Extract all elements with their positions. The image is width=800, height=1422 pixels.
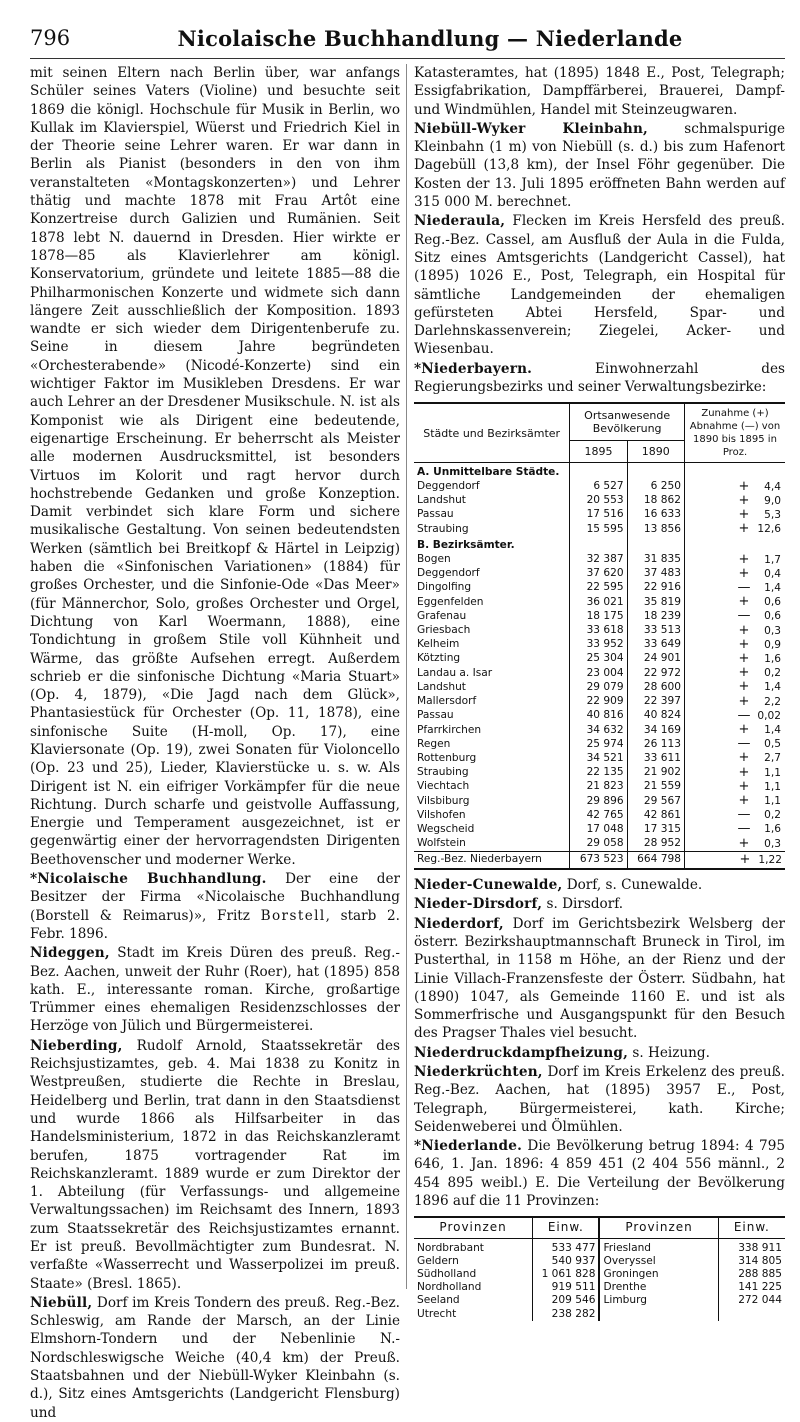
change-value: 1,4 [764,724,781,736]
province-inhabitants: 272 044 [718,1294,785,1307]
column-divider [406,64,407,1289]
population-1895: 29 896 [570,794,627,808]
province-name: Geldern [417,1254,459,1267]
population-1890: 33 513 [627,624,684,638]
population-1895: 37 620 [570,567,627,581]
population-1895: 18 175 [570,609,627,623]
population-1895: 17 516 [570,508,627,522]
district-name: Kötzting [417,652,461,665]
district-name: Vilshofen [417,808,466,821]
change-percent [684,695,785,709]
change-value: 12,6 [757,523,781,536]
change-value: 1,4 [764,681,781,694]
change-sign: + [738,594,750,610]
change-value: 0,3 [764,837,781,850]
col-header-population: Ortsanwesende Bevölkerung [570,403,685,440]
province-name: Nordholland [417,1281,482,1294]
niederlande-provinces-table [414,1216,785,1320]
table-row [414,1255,785,1268]
change-value: 1,6 [764,652,781,665]
province-inhabitants: 1 061 828 [533,1268,600,1281]
right-column [414,64,785,1320]
entry-niebuell-wyker-kleinbahn: Niebüll-Wyker Kleinbahn, schmalspurige Kleinbahn (1 m) von Niebüll (s. d.) bis zum Hafenort Dagebüll (13,8 km), der Insel Föhr gegenüber. Die Kosten der 13. Juli 1895 eröffneten Bahn werden auf 315 000 M. berechnet. [414,120,785,211]
change-sign: — [737,608,751,624]
change-sign: + [738,750,750,766]
change-sign: + [738,478,750,494]
change-percent [684,624,785,638]
population-1890: 16 633 [627,508,684,522]
province-name [599,1308,718,1321]
population-1890: 26 113 [627,737,684,751]
change-percent [684,680,785,694]
table-row [414,751,785,765]
change-value: 0,02 [757,709,781,722]
population-1890: 18 862 [627,494,684,508]
province-name: Nordbrabant [417,1241,484,1254]
province-inhabitants: 209 546 [533,1294,600,1307]
table-row [414,695,785,709]
table-row [414,737,785,751]
change-sign: + [738,551,750,567]
running-header [30,20,785,59]
change-value: 1,7 [764,553,781,566]
district-name: Bogen [417,553,451,566]
table-row [414,609,785,623]
change-percent [684,723,785,737]
population-1890: 34 169 [627,723,684,737]
province-inhabitants: 288 885 [718,1268,785,1281]
entry-niebuell: Niebüll, Dorf im Kreis Tondern des preuß. Reg.-Bez. Schleswig, am Rande der Marsch, an der Linie Elmshorn-Tondern und der Nebenlinie N.-Nordschleswigsche Weiche (40,4 km) der Preuß. Staatsbahnen und der Niebüll-Wyker Kleinbahn (s. d.), Sitz eines Amtsgerichts (Landgericht Flensburg) und [30,1294,400,1421]
province-name: Drenthe [599,1281,718,1294]
change-value: 1,1 [764,766,781,779]
change-value: 1,4 [764,581,781,594]
district-name: Wolfstein [417,837,466,850]
district-name: Passau [417,709,454,722]
headword: Niebüll-Wyker Kleinbahn, [414,120,648,137]
change-value: 0,5 [764,738,781,751]
headword: Nieberding, [30,1037,123,1054]
col-header-change: Zunahme (+) Abnahme (—) von 1890 bis 1895 in Proz. [684,403,785,463]
population-1890: 21 902 [627,766,684,780]
province-inhabitants: 540 937 [533,1255,600,1268]
change-sign: + [738,764,750,780]
population-1895: 23 004 [570,666,627,680]
population-1890: 28 600 [627,680,684,694]
population-1895: 6 527 [570,480,627,494]
district-name: Landshut [417,680,466,693]
table-row [414,766,785,780]
district-name: Regen [417,737,451,750]
population-1890: 664 798 [627,851,684,869]
population-1890: 29 567 [627,794,684,808]
headword: Nieder-Dirsdorf, [414,896,543,913]
change-value: 5,3 [764,508,781,521]
entry-nieder-dirsdorf: Nieder-Dirsdorf, s. Dirsdorf. [414,896,624,913]
change-sign: — [737,807,751,823]
entry-niederkruechten: Niederkrüchten, Dorf im Kreis Erkelenz des preuß. Reg.-Bez. Aachen, hat (1895) 3957 E., Post, Telegraph, Bürgermeisterei, kath. Kirche; Seidenweberei und Ölmühlen. [414,1064,785,1135]
headword: *Niederbayern. [414,360,533,377]
population-1895: 33 952 [570,638,627,652]
change-value: 0,6 [764,610,781,623]
table-row [414,822,785,836]
change-percent [684,652,785,666]
group-row [414,536,785,552]
change-sign: + [738,693,750,709]
province-name: Overyssel [599,1255,718,1268]
headword: Niederdruckdampfheizung, [414,1044,629,1061]
change-sign: + [738,521,750,537]
left-column [30,64,401,1421]
headword: Nieder-Cunewalde, [414,877,563,894]
change-sign: — [737,821,751,837]
change-percent [684,638,785,652]
change-percent [684,737,785,751]
population-1895: 25 974 [570,737,627,751]
table-row [414,1268,785,1281]
district-name: Vilsbiburg [417,794,470,807]
headword: Niederdorf, [414,915,504,932]
district-name: Grafenau [417,609,467,622]
population-1890: 17 315 [627,822,684,836]
change-value: 0,2 [764,667,781,680]
population-1895: 32 387 [570,553,627,567]
province-inhabitants: 338 911 [718,1238,785,1255]
district-name: Dingolfing [417,581,472,594]
entry-niederaula: Niederaula, Flecken im Kreis Hersfeld des preuß. Reg.-Bez. Cassel, am Ausfluß der Aula in die Fulda, Sitz eines Amtsgerichts (Landgericht Cassel), hat (1895) 1026 E., Post, Telegraph, ein Hospital für sämtliche Landgemeinden der ehemaligen gefürsteten Abtei Hersfeld, Spar- und Darlehnskassenverein; Ziegelei, Acker- und Wiesenbau. [414,213,785,358]
table-row [414,808,785,822]
table-row [414,666,785,680]
population-1890: 22 916 [627,581,684,595]
table-row [414,709,785,723]
change-percent [684,780,785,794]
change-percent [684,595,785,609]
population-1890: 33 649 [627,638,684,652]
table-body [414,1238,785,1321]
col-header-name: Städte und Bezirksämter [414,403,570,463]
population-1890: 33 611 [627,751,684,765]
table-row [414,780,785,794]
table-row [414,522,785,536]
change-value: 0,4 [764,567,781,580]
change-sign: + [738,565,750,581]
change-value: 9,0 [764,494,781,507]
change-sign: + [738,679,750,695]
province-name: Friesland [599,1238,718,1255]
province-name: Utrecht [417,1307,457,1320]
province-name: Groningen [599,1268,718,1281]
population-1895: 42 765 [570,808,627,822]
change-value: 0,3 [764,624,781,637]
population-1895: 25 304 [570,652,627,666]
change-percent [684,751,785,765]
population-1895: 20 553 [570,494,627,508]
district-name: Eggenfelden [417,595,484,608]
col-header-1890: 1890 [627,441,684,463]
change-sign: + [738,492,750,508]
change-sign: + [738,722,750,737]
table-row [414,581,785,595]
population-1895: 673 523 [570,851,627,869]
headword: Niederkrüchten, [414,1064,543,1080]
table-row [414,1294,785,1307]
change-sign: + [738,650,750,666]
table-row [414,595,785,609]
change-percent [684,709,785,723]
table-row [414,1308,785,1321]
population-1895: 22 909 [570,695,627,709]
table-row [414,680,785,694]
change-value: 1,1 [764,795,781,808]
change-sign: + [739,851,751,867]
table-row [414,508,785,522]
population-1890: 22 397 [627,695,684,709]
province-inhabitants: 919 511 [533,1281,600,1294]
change-percent [684,808,785,822]
district-name: Straubing [417,522,469,535]
district-name: Deggendorf [417,567,480,580]
population-1895: 36 021 [570,595,627,609]
population-1895: 22 135 [570,766,627,780]
cell-empty [570,536,627,552]
change-percent [684,837,785,852]
table-row [414,567,785,581]
change-sign: + [738,778,750,794]
cell-empty [684,536,785,552]
cell-empty [684,463,785,480]
table-row [414,624,785,638]
table-row [414,494,785,508]
change-percent [684,567,785,581]
change-percent [684,508,785,522]
population-1890: 6 250 [627,480,684,494]
table-row [414,553,785,567]
change-percent [684,851,785,869]
district-name: Griesbach [417,624,471,637]
district-name: Rottenburg [417,751,477,764]
change-value: 1,6 [764,823,781,836]
change-percent [684,480,785,494]
change-sign: + [738,636,750,652]
table-row [414,652,785,666]
change-sign: + [738,835,750,851]
change-percent [684,822,785,836]
table-row [414,837,785,852]
population-1890: 21 559 [627,780,684,794]
change-sign: + [738,793,750,809]
population-1895: 34 632 [570,723,627,737]
population-1890: 18 239 [627,609,684,623]
group-label: A. Unmittelbare Städte. [417,466,560,479]
change-value: 0,2 [764,809,781,822]
population-1895: 34 521 [570,751,627,765]
district-name: Deggendorf [417,480,480,493]
entry-niederdorf: Niederdorf, Dorf im Gerichtsbezirk Welsberg der österr. Bezirkshauptmannschaft Bruneck in Tirol, im Pusterthal, in 1158 m Höhe, an der Rienz und der Linie Villach-Franzensfeste der Österr. Südbahn, hat (1890) 1047, als Gemeinde 1160 E. und ist als Sommerfrische und Ausgangspunkt für den Besuch des Pragser Thales viel besucht. [414,915,785,1042]
population-1890: 13 856 [627,522,684,536]
district-name: Reg.-Bez. Niederbayern [414,851,570,869]
population-1895: 29 058 [570,837,627,852]
entry-niederdruckdampfheizung: Niederdruckdampfheizung, s. Heizung. [414,1044,710,1061]
population-1890: 42 861 [627,808,684,822]
change-sign: + [738,622,750,638]
entry-niederlande: *Niederlande. Die Bevölkerung betrug 1894: 4 795 646, 1. Jan. 1896: 4 859 451 (2 404 556 männl., 2 454 895 weibl.) E. Die Verteilung der Bevölkerung 1896 auf die 11 Provinzen: [414,1138,785,1210]
change-percent [684,522,785,536]
entry-nideggen: Nideggen, Stadt im Kreis Düren des preuß. Reg.-Bez. Aachen, unweit der Ruhr (Roer), hat (1895) 858 kath. E., interessante roman. Kirche, großartige Trümmer eines ehemaligen Residenzschlosses der Herzöge von Jülich und Bürgermeisterei. [30,945,400,1035]
province-inhabitants: 238 282 [533,1308,600,1321]
province-name: Seeland [417,1294,460,1307]
district-name: Wegscheid [417,822,475,835]
change-sign: — [737,579,751,595]
population-1890: 37 483 [627,567,684,581]
population-1890: 24 901 [627,652,684,666]
change-value: 1,1 [764,780,781,793]
headword: Niederaula, [414,213,506,230]
cell-empty [570,463,627,480]
population-1895: 22 595 [570,581,627,595]
table-row [414,638,785,652]
district-name: Pfarrkirchen [417,723,482,736]
col-header-inhabitants-2: Einw. [718,1217,785,1238]
cell-empty [627,536,684,552]
table-row [414,794,785,808]
table-row [414,480,785,494]
person-name: Borstell [260,907,326,924]
population-1895: 29 079 [570,680,627,694]
change-percent [684,766,785,780]
nicode-continuation: mit seinen Eltern nach Berlin über, war anfangs Schüler seines Vaters (Violine) und besuchte seit 1869 die königl. Hochschule für Musik in Berlin, wo Kullak im Klavierspiel, Wüerst und Friedrich Kiel in der Theorie seine Lehrer waren. Er war dann in Berlin als Pianist (besonders in den von ihm veranstalteten «Montagskonzerten») und Lehrer thätig und machte 1878 mit Frau Artôt eine Konzertreise durch Galizien und Rumänien. Seit 1878 lebt N. dauernd in Dresden. Hier wirkte er 1878—85 als Klavierlehrer am königl. Konservatorium, gründete und leitete 1885—88 die Philharmonischen Konzerte und widmete sich dann längere Zeit ausschließlich der Komposition. 1893 wandte er sich wieder dem Dirigentenberufe zu. Seine in diesem Jahre begründeten «Orchesterabende» (Nicodé-Konzerte) sind ein wichtiger Faktor im Musikleben Dresdens. Er war auch Lehrer an der Dresdener Musikschule. N. ist als Komponist wie als Dirigent eine bedeutende, eigenartige Erscheinung. Er beherrscht als Meister alle modernen Ausdrucksmittel, ist besonders Virtuos im Kolorit und ragt hervor durch hochstrebende Gedanken und große Konzeption. Damit verbindet sich klare Form und sichere musikalische Gestaltung. Von seinen bedeutendsten Werken (sämtlich bei Breitkopf & Härtel in Leipzig) haben die «Sinfonischen Variationen» (1884) für großes Orchester, und die Sinfonie-Ode «Das Meer» (für Männerchor, Solo, großes Orchester und Orgel, Dichtung von Karl Woermann, 1888), eine Tondichtung in großem Stile voll Kühnheit und Wärme, das größte Aufsehen erregt. Außerdem schrieb er die sinfonische Dichtung «Maria Stuart» (Op. 4, 1879), «Die Jagd nach dem Glück», Phantasiestück für Orchester (Op. 11, 1878), eine sinfonische Suite (H-moll, Op. 17), eine Klaviersonate (Op. 19), zwei Sonaten für Violoncello (Op. 23 und 25), Lieder, Klavierstücke u. s. w. Als Dirigent ist N. ein eifriger Vorkämpfer für die neue Richtung. Durch scharfe und geistvolle Auffassung, Energie und Temperament ausgezeichnet, ist er gegenwärtig einer der hervorragendsten Dirigenten Beethovenscher und moderner Werke. [30,65,400,868]
population-1890: 40 824 [627,709,684,723]
page-number: 796 [30,26,71,50]
headword: Nideggen, [30,945,110,962]
district-name: Landshut [417,494,466,507]
change-percent [684,609,785,623]
population-1895: 15 595 [570,522,627,536]
population-1895: 17 048 [570,822,627,836]
headword: *Niederlande. [414,1138,523,1155]
change-value: 0,9 [764,638,781,651]
table-body [414,463,785,869]
district-name: Kelheim [417,638,460,651]
table-row [414,1281,785,1294]
change-sign: + [738,506,750,522]
niederbayern-population-table [414,402,785,870]
table-row [414,851,785,869]
province-inhabitants: 314 805 [718,1255,785,1268]
district-name: Straubing [417,766,469,779]
population-1895: 40 816 [570,709,627,723]
change-percent [684,494,785,508]
change-value: 2,2 [764,695,781,708]
headword: *Nicolaische Buchhandlung. [30,871,267,888]
change-value: 2,7 [764,752,781,765]
change-sign: + [738,665,750,681]
entry-nieberding: Nieberding, Rudolf Arnold, Staatssekretär des Reichsjustizamtes, geb. 4. Mai 1838 zu Konitz in Westpreußen, studierte die Rechte in Breslau, Heidelberg und Berlin, trat dann in den Staatsdienst und wurde 1866 als Hilfsarbeiter in das Handelsministerium, 1872 in das Reichskanzleramt berufen, 1875 vortragender Rat im Reichskanzleramt. 1889 wurde er zum Direktor der 1. Abteilung (für Verfassungs- und allgemeine Verwaltungssachen) im Reichsamt des Innern, 1893 zum Staatssekretär des Reichsjustizamtes ernannt. Er ist preuß. Bevollmächtigter zum Bundesrat. N. verfaßte «Wasserrecht und Wasserpolizei im preuß. Staate» (Bresl. 1865). [30,1037,400,1292]
population-1890: 35 819 [627,595,684,609]
table-row [414,1238,785,1255]
change-value: 4,4 [764,480,781,493]
district-name: Landau a. Isar [417,666,493,679]
province-inhabitants: 533 477 [533,1238,600,1255]
change-percent [684,581,785,595]
group-label: B. Bezirksämter. [417,539,515,552]
province-name: Limburg [599,1294,718,1307]
province-name: Südholland [417,1267,477,1280]
province-inhabitants [718,1308,785,1321]
district-name: Mallersdorf [417,695,477,708]
change-sign: — [737,707,751,723]
niebuell-continuation: Katasteramtes, hat (1895) 1848 E., Post, Telegraph; Essigfabrikation, Dampffärberei, Brauerei, Dampf- und Windmühlen, Handel mit Steinzeugwaren. [414,65,785,118]
district-name: Passau [417,508,454,521]
population-1890: 31 835 [627,553,684,567]
col-header-inhabitants: Einw. [533,1217,600,1238]
province-inhabitants: 141 225 [718,1281,785,1294]
entry-nicolaische-buchhandlung: *Nicolaische Buchhandlung. Der eine der Besitzer der Firma «Nicolaische Buchhandlung (Borstell & Reimarus)», Fritz Borstell, starb 2. Febr. 1896. [30,871,401,942]
population-1895: 21 823 [570,780,627,794]
col-header-provinces-2: Provinzen [599,1217,718,1238]
entry-niederbayern: *Niederbayern. Einwohnerzahl des Regierungsbezirks und seiner Verwaltungsbezirke: [414,360,785,396]
entry-nieder-cunewalde: Nieder-Cunewalde, Dorf, s. Cunewalde. [414,877,703,894]
change-sign: — [737,736,751,752]
col-header-1895: 1895 [570,441,627,463]
population-1890: 22 972 [627,666,684,680]
group-row [414,463,785,480]
population-1890: 28 952 [627,837,684,852]
change-percent [684,794,785,808]
change-value: 1,22 [758,853,782,866]
table-row [414,723,785,737]
change-value: 0,6 [764,596,781,609]
district-name: Viechtach [417,780,470,793]
headword: Niebüll, [30,1294,93,1311]
running-title: Nicolaische Buchhandlung — Niederlande [177,26,683,51]
col-header-provinces: Provinzen [414,1217,533,1238]
population-1895: 33 618 [570,624,627,638]
change-percent [684,666,785,680]
cell-empty [627,463,684,480]
change-percent [684,553,785,567]
